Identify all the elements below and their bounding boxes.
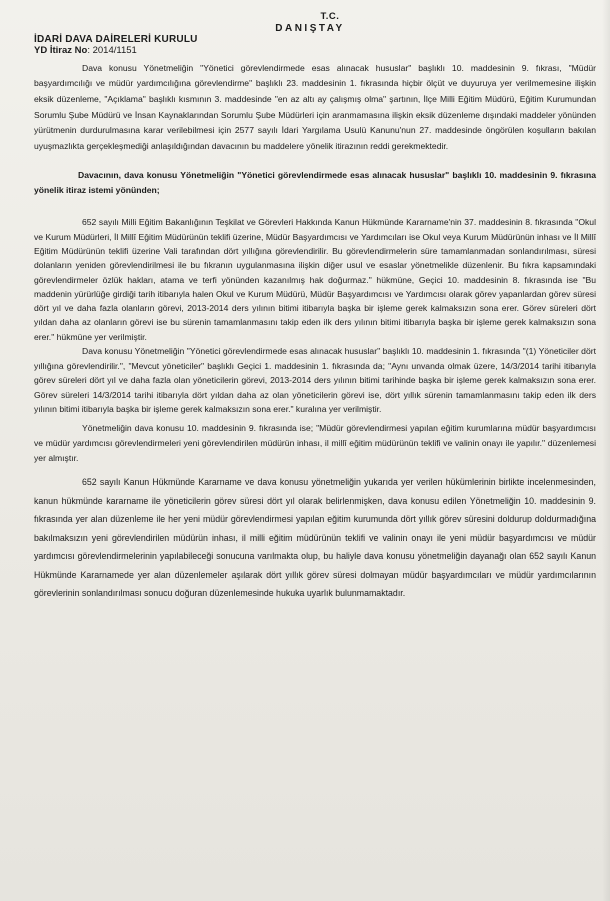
paragraph-4: Yönetmeliğin dava konusu 10. maddesinin 9. fıkrasında ise; "Müdür görevlendirmesi yapılan eğitim kurumlarına müdür başyardımcısı ve müdür yardımcısı görevlendirmeleri yeni görevlendirilen müdürün inhası, il millî eğitim müdürünün teklifi ve valinin onayı ile yapılır." düzenlemesi yer almıştır. — [34, 423, 596, 463]
document-header — [34, 12, 596, 57]
paragraph-5: 652 sayılı Kanun Hükmünde Kararname ve dava konusu yönetmeliğin yukarıda yer verilen hükümlerinin birlikte incelenmesinden, kanun hükmünde kararname ile yöneticilerin görev süresi dört yıl olarak belirlenmişken, dava konusu edilen Yönetmeliğin 10. maddesinin 9. fıkrasında yer alan düzenleme ile her yeni müdür görevlendirmesi yapılan eğitim kurumunda dört yıllık görev süresini doldurup doldurmadığına bakılmaksızın yeni görevlendirilen müdürün inhası, il milli eğitim müdürünün teklifi ve valinin onayı ile yeni müdür başyardımcısı ve müdür yardımcısı görevlendirmelerinin yapılabileceği sonucuna varılmakta olup, bu haliyle dava konusu yönetmeliğin dayanağı olan 652 sayılı Kanun Hükmünde Kararnamede yer alan düzenlemeler aşılarak dört yıllık görev süresi dolmayan müdür başyardımcıları ve müdür yardımcılarının görevlerinin sonlandırılması sonucu doğuran düzenlemesinde hukuka uyarlık bulunmamaktadır. — [34, 477, 596, 599]
court-name: DANIŞTAY — [275, 22, 345, 34]
tc-label: T.C. — [320, 11, 340, 22]
section-subheading: Davacının, dava konusu Yönetmeliğin "Yönetici görevlendirmede esas alınacak hususlar" başlıklı 10. maddesinin 9. fıkrasına yönelik itiraz istemi yönünden; — [34, 170, 596, 196]
paragraph-2: 652 sayılı Milli Eğitim Bakanlığının Teşkilat ve Görevleri Hakkında Kanun Hükmünde Kararname'nin 37. maddesinin 8. fıkrasında "Okul ve Kurum Müdürleri, İl Millî Eğitim Müdürünün teklifi üzerine, Müdür Başyardımcısı ve Yardımcıları ise Okul veya Kurum Müdürünün inhası ve İl Millî Eğitim Müdürünün teklifi üzerine Vali tarafından dört yıllığına görevlendirilir. Bu görevlendirmelerin süre tamamlanmadan sonlandırılması, süresi dolanların yeniden görevlendirilmesi ile bu fıkranın uygulanmasına ilişkin diğer usul ve esaslar yönetmelikle düzenlenir. Bu fıkra kapsamındaki görevlendirmeler özlük hakları, atama ve terfi yönünden kazanılmış hak doğurmaz." hükmüne, Geçici 10. maddesinin 8. fıkrasında ise "Bu maddenin yürürlüğe girdiği tarih itibarıyla halen Okul ve Kurum Müdürü, Müdür Başyardımcısı ve Yardımcısı olarak görev yapanlardan görev süresi dört yıl ve daha fazla olanların görevi, 2013-2014 ders yılının bitimi itibarıyla başka bir işleme gerek kalmaksızın sona erer. Görev süreleri dört yıldan daha az olanların görevi ise bu sürenin tamamlanmasını takip eden ilk ders yılının bitimi itibarıyla başka bir işleme gerek kalmaksızın sona erer." hükmüne yer verilmiştir. — [34, 217, 596, 342]
department-name: İDARİ DAVA DAİRELERİ KURULU — [34, 34, 198, 46]
page-edge-shadow — [602, 0, 610, 901]
reference-value: : 2014/1151 — [87, 44, 137, 56]
paragraph-1: Dava konusu Yönetmeliğin "Yönetici görevlendirmede esas alınacak hususlar" başlıklı 10. maddesinin 9. fıkrası, "Müdür başyardımcılığı ve müdür yardımcılığına görevlendirme" başlıklı 23. maddesinin 1. fıkrasında hiçbir ölçüt ve duyuruya yer verilmemesine ilişkin eksik düzenleme, "Açıklama" başlıklı kısmının 3. maddesinde "en az altı ay çalışmış olma" şartının, İlçe Milli Eğitim Müdürü, Eğitim Kurumundan Sorumlu Şube Müdürü ve İnsan Kaynaklarından Sorumlu Şube Müdürleri için aranmamasına ilişkin eksik düzenleme dışındaki maddeler yönünden yürütmenin durdurulmasına karar verilebilmesi için 2577 sayılı İdari Yargılama Usulü Kanunu'nun 27. maddesinde öngörülen koşulların bakılan uyuşmazlıkta gerçekleşmediği anlaşıldığından davacının bu maddelere yönelik itirazının reddi gerekmektedir. — [34, 62, 596, 151]
paragraph-3: Dava konusu Yönetmeliğin "Yönetici görevlendirmede esas alınacak hususlar" başlıklı 10. maddesinin 1. fıkrasında "(1) Yöneticiler dört yıllığına görevlendirilir.", "Mevcut yöneticiler" başlıklı Geçici 1. maddesinin 1. fıkrasında da; "Aynı unvanda olmak üzere, 14/3/2014 tarihi itibarıyla görev süreleri dört yıl ve daha fazla olan yöneticilerin görevi, 2013-2014 ders yılının bitimi tarihinde başka bir işleme gerek kalmaksızın sona erer. Görev süreleri 14/3/2014 tarihi itibarıyla dört yıldan daha az olan yöneticilerin görevi ise, dört yıllık sürenin tamamlanmasını takip eden ilk ders yılının bitimi itibarıyla başka bir işleme gerek kalmaksızın sona erer." kuralına yer verilmiştir. — [34, 346, 596, 415]
reference-number — [34, 46, 596, 57]
reference-label: YD İtiraz No — [34, 44, 88, 56]
